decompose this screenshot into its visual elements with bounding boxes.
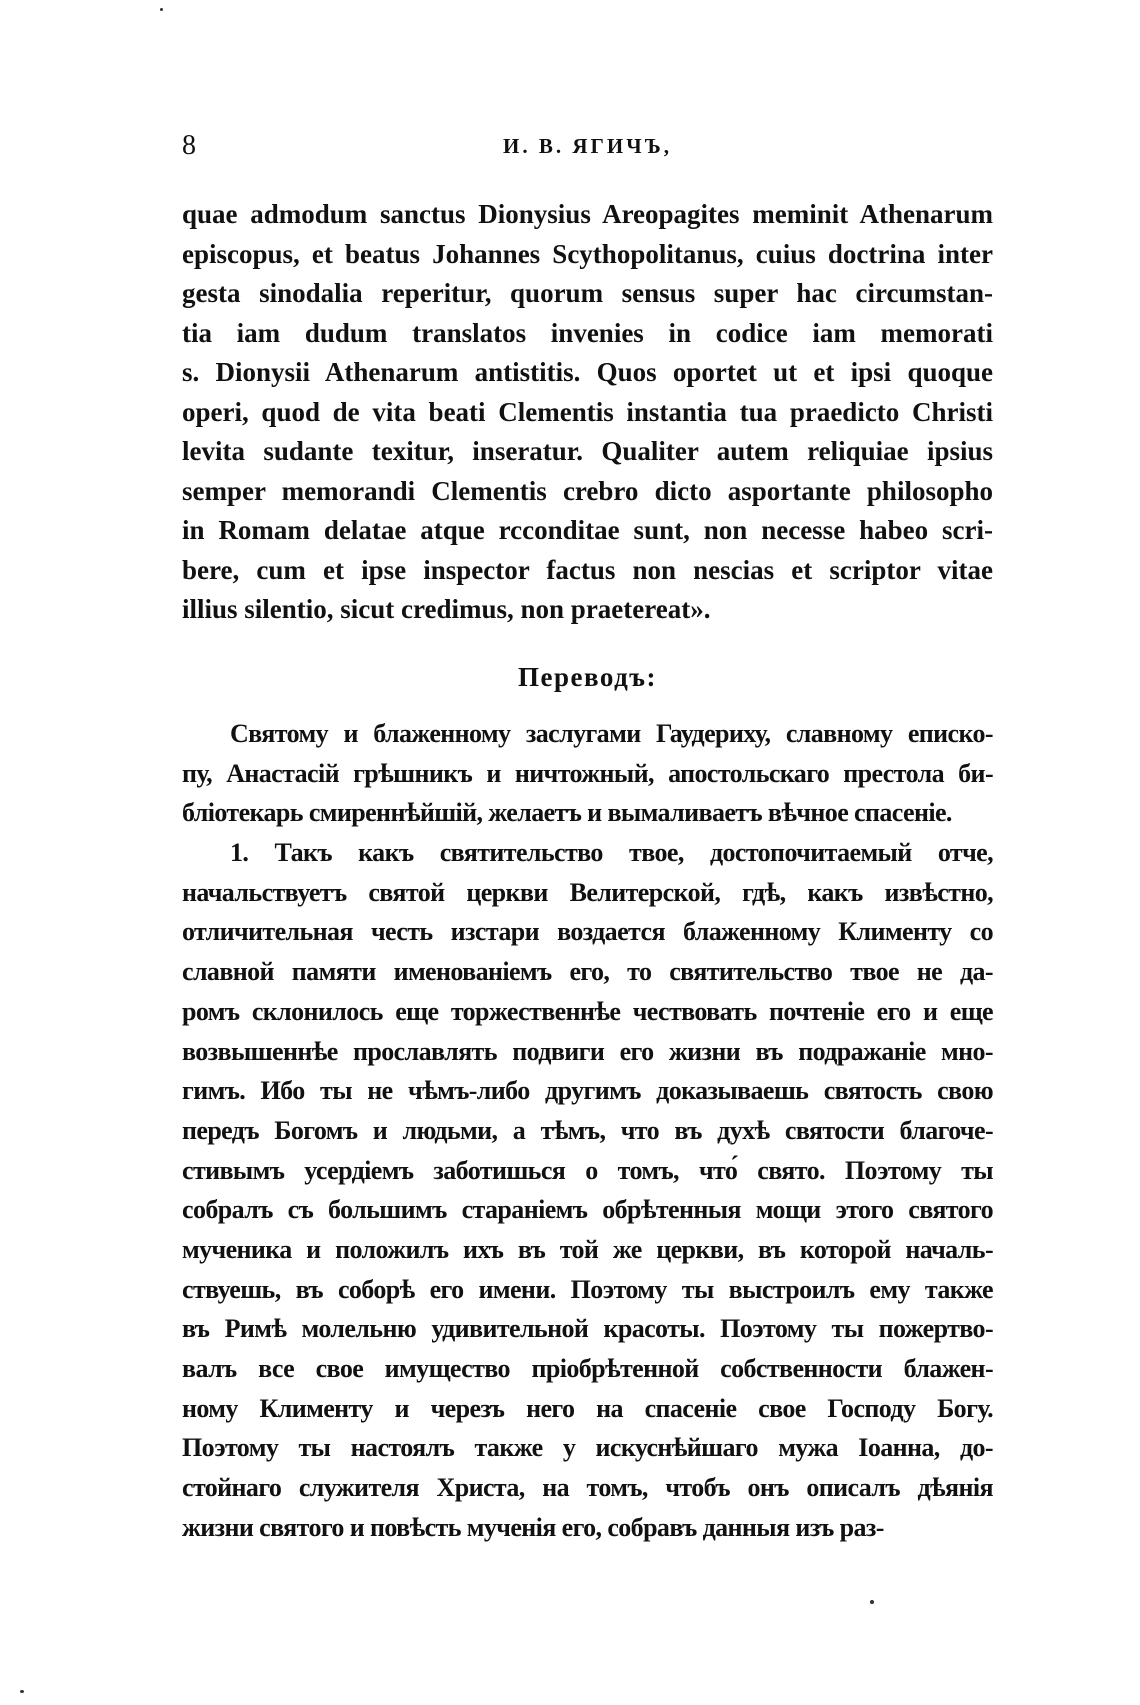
text-line: начальствуетъ святой церкви Велитерской, гдѣ, какъ извѣстно, [182, 877, 993, 907]
text-line: жизни святого и повѣсть мученія его, собравъ данныя изъ раз- [182, 1512, 884, 1542]
text-line: gesta sinodalia reperitur, quorum sensus super hac circumstan- [182, 278, 993, 308]
latin-quotation [182, 195, 993, 630]
text-line: illius silentio, sicut credimus, non praetereat». [182, 594, 711, 624]
text-line: 1. Такъ какъ святительство твое, достопочитаемый отче, [230, 838, 993, 868]
text-line: tia iam dudum translatos invenies in codice iam memorati [182, 317, 993, 348]
section-heading: Переводъ: [518, 662, 657, 692]
text-line: бліотекарь смиреннѣйшій, желаетъ и вымаливаетъ вѣчное спасеніе. [182, 798, 952, 828]
text-line: въ Римѣ молельню удивительной красоты. Поэтому ты пожертво- [182, 1314, 993, 1344]
text-line: operi, quod de vita beati Clementis instantia tua praedicto Christi [182, 396, 993, 427]
text-line: валъ все свое имущество пріобрѣтенной собственности блажен- [182, 1354, 993, 1383]
text-line: стойнаго служителя Христа, на томъ, чтобъ онъ описалъ дѣянія [182, 1473, 993, 1503]
page-number: 8 [182, 130, 196, 161]
text-line: quae admodum sanctus Dionysius Areopagites meminit Athenarum [182, 199, 993, 229]
text-line: передъ Богомъ и людьми, а тѣмъ, что въ духѣ святости благоче- [182, 1115, 993, 1145]
text-line: semper memorandi Clementis crebro dicto asportante philosopho [182, 475, 993, 506]
text-line: собралъ съ большимъ стараніемъ обрѣтенныя мощи этого святого [182, 1195, 993, 1225]
text-line: Святому и блаженному заслугами Гаудериху, славному еписко- [230, 719, 993, 748]
text-line: bere, cum et ipse inspector factus non nescias et scriptor vitae [182, 554, 993, 585]
text-line: отличительная честь изстари воздается блаженному Клименту со [182, 917, 993, 947]
text-line: Поэтому ты настоялъ также у искуснѣйшаго мужа Іоанна, до- [182, 1433, 993, 1463]
text-line: стивымъ усердіемъ заботишься о томъ, что́ свято. Поэтому ты [182, 1155, 993, 1185]
running-head: И. В. ЯГИЧЪ, [503, 134, 672, 158]
text-line: s. Dionysii Athenarum antistitis. Quos oportet ut et ipsi quoque [182, 357, 993, 387]
scan-speck [20, 1690, 24, 1693]
scan-speck [870, 1600, 874, 1604]
text-line: ному Клименту и черезъ него на спасеніе свое Господу Богу. [182, 1393, 993, 1423]
text-line: пу, Анастасій грѣшникъ и ничтожный, апостольскаго престола би- [182, 758, 993, 788]
text-line: levita sudante texitur, inseratur. Qualiter autem reliquiae ipsius [182, 436, 993, 466]
text-line: славной памяти именованіемъ его, то святительство твое не да- [182, 957, 993, 987]
text-line: ствуешь, въ соборѣ его имени. Поэтому ты выстроилъ ему также [182, 1274, 993, 1304]
text-line: мученика и положилъ ихъ въ той же церкви, въ которой началь- [182, 1234, 993, 1264]
text-line: ромъ склонилось еще торжественнѣе чествовать почтеніе его и еще [182, 996, 993, 1026]
page-header [182, 130, 993, 166]
text-line: episcopus, et beatus Johannes Scythopolitanus, cuius doctrina inter [182, 238, 993, 269]
translation-text [182, 714, 993, 1547]
scan-speck [160, 8, 163, 11]
text-line: возвышеннѣе прославлять подвиги его жизни въ подражаніе мно- [182, 1036, 993, 1066]
text-line: in Romam delatae atque rcconditae sunt, non necesse habeo scri- [182, 515, 993, 545]
text-line: гимъ. Ибо ты не чѣмъ-либо другимъ доказываешь святость свою [182, 1076, 993, 1106]
